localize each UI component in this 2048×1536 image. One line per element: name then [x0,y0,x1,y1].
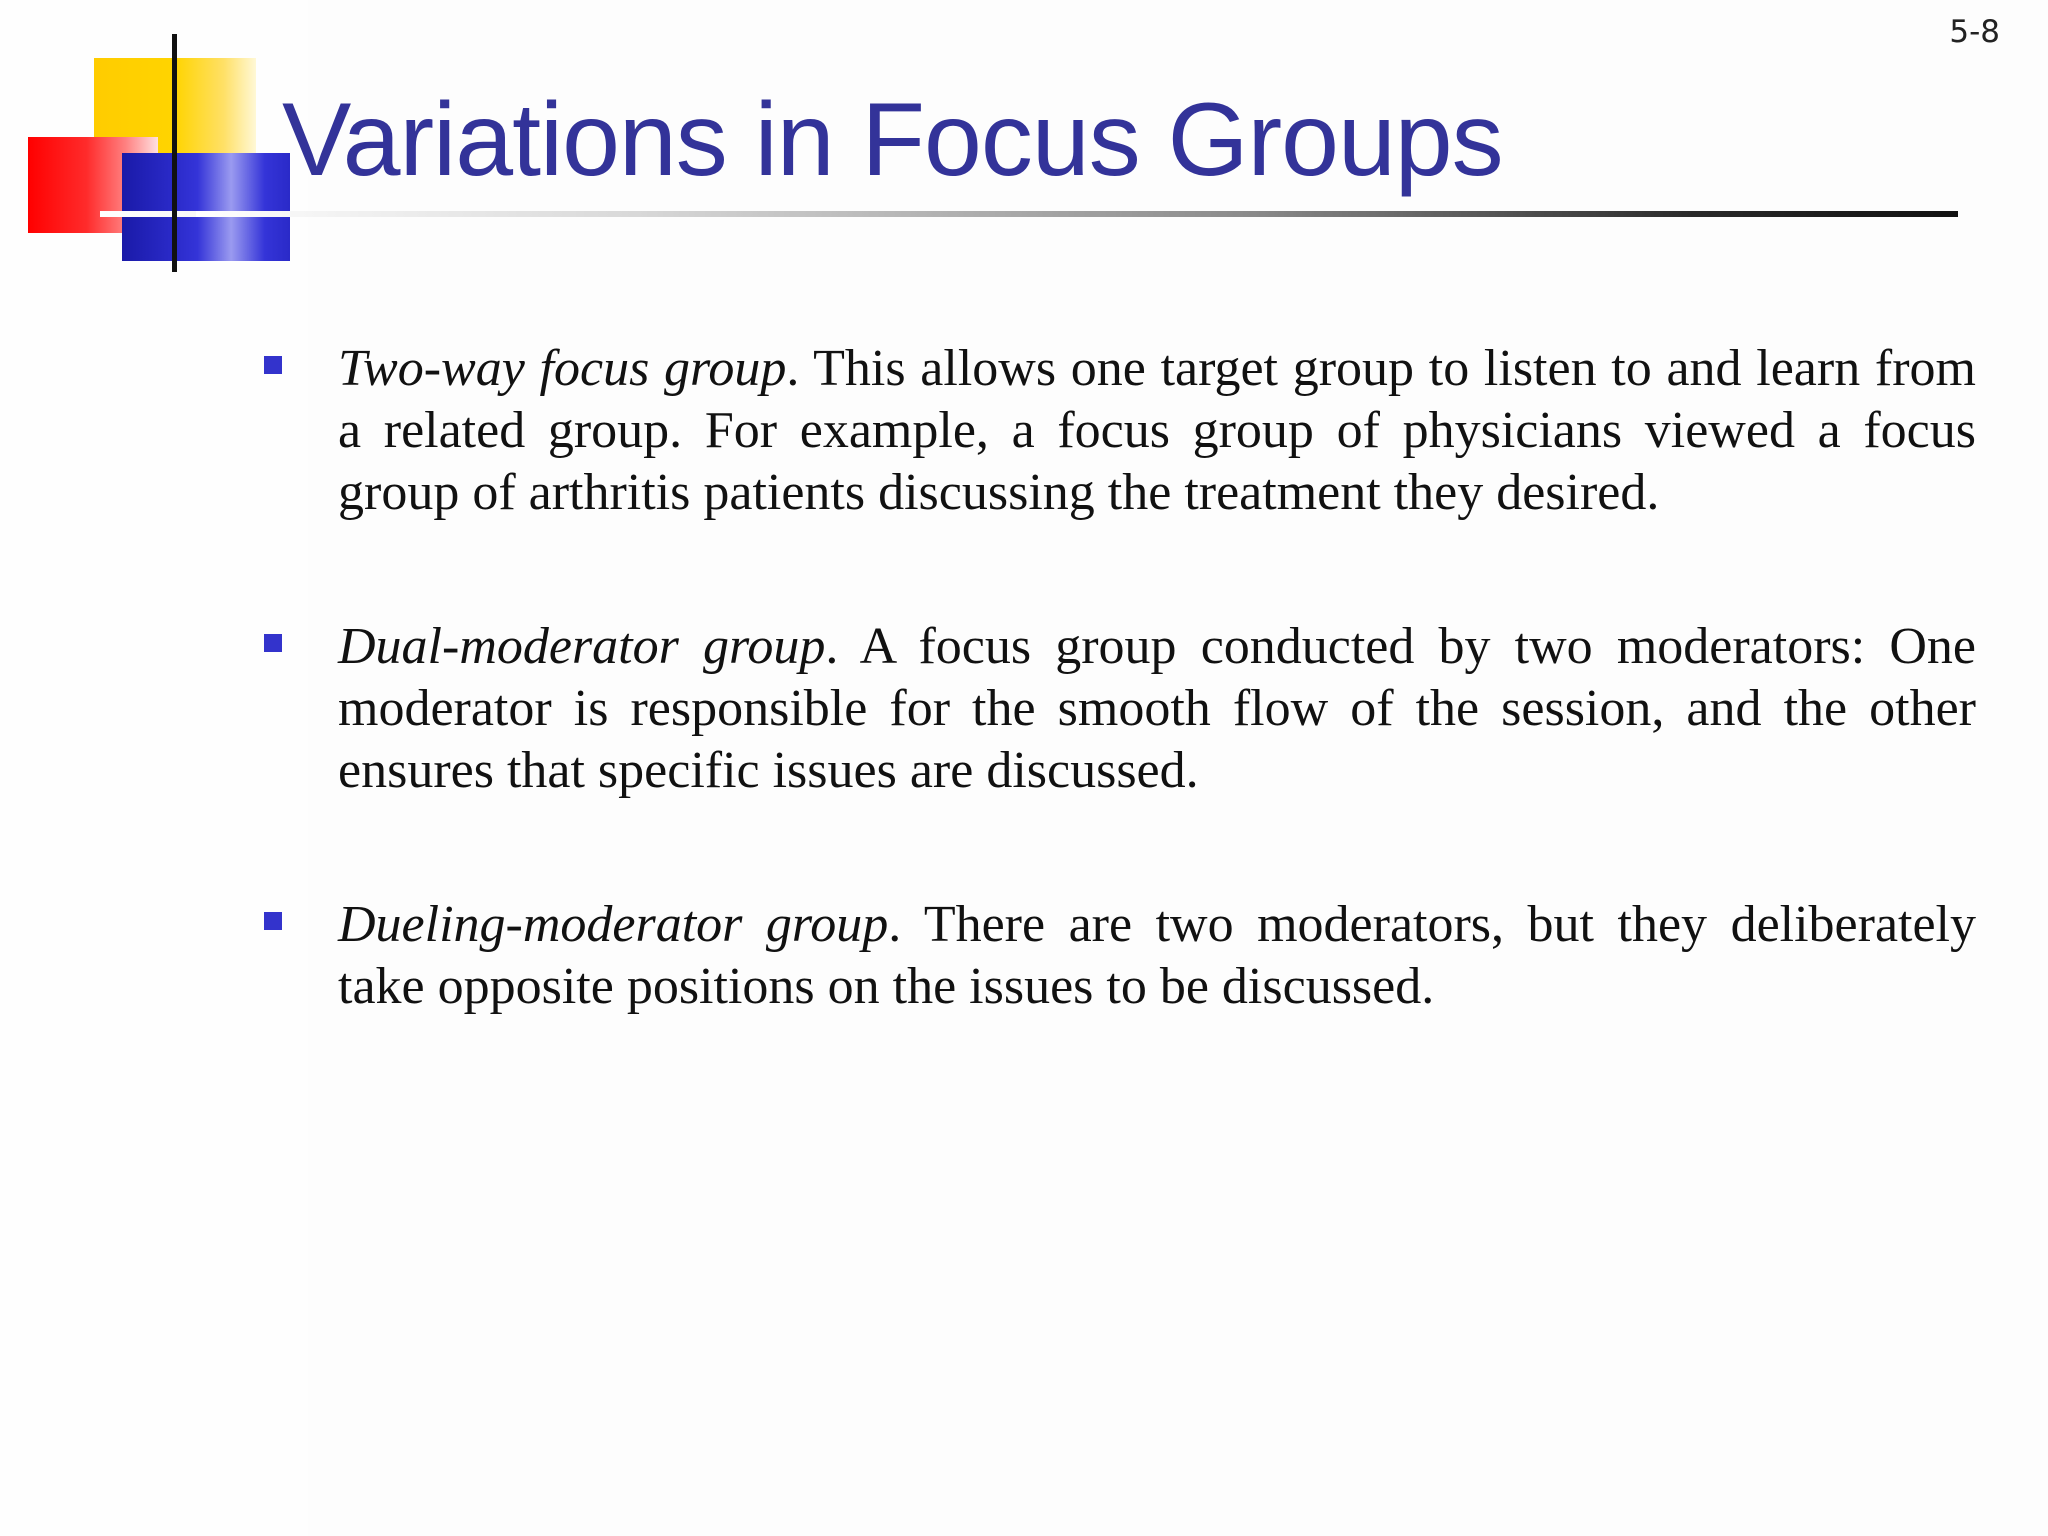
slide-title: Variations in Focus Groups [282,82,1503,198]
square-bullet-icon [264,356,282,374]
title-underline [196,211,1958,217]
bullet-item [262,338,1976,524]
logo-vertical-line [172,34,177,272]
bullet-item [262,894,1976,1018]
bullet-term: Two-way focus group [338,340,787,397]
bullet-text: . This allows one target group to listen to and learn from a related group. For example, a focus group of physicians viewed a focus group of arthritis patients discussing the treatment they desired. [338,340,1976,521]
bullet-text: . A focus group conducted by two moderators: One moderator is responsible for the smooth flow of the session, and the other ensures that specific issues are discussed. [338,618,1976,799]
bullet-item [262,616,1976,802]
bullet-term: Dueling-moderator group [338,896,889,953]
blue-block [122,153,290,261]
square-bullet-icon [264,912,282,930]
page-number: 5-8 [1949,14,2000,50]
square-bullet-icon [264,634,282,652]
bullet-text: . There are two moderators, but they deliberately take opposite positions on the issues to be discussed. [338,896,1976,1015]
bullet-term: Dual-moderator group [338,618,826,675]
bullet-list [262,338,1976,1018]
